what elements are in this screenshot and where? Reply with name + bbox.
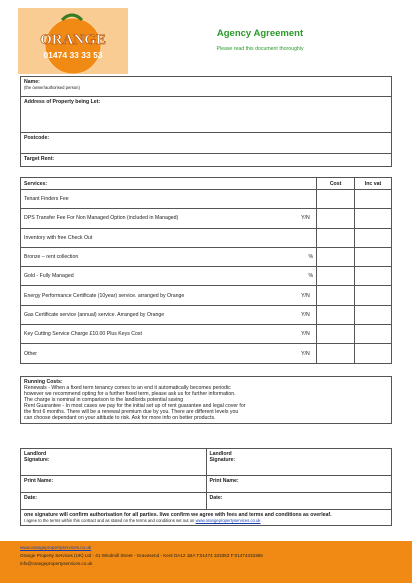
service-incvat-cell[interactable] xyxy=(355,305,392,324)
service-incvat-cell[interactable] xyxy=(355,228,392,247)
service-option-mark[interactable] xyxy=(295,228,317,247)
service-cost-cell[interactable] xyxy=(317,286,355,305)
name-label: Name: xyxy=(24,78,40,85)
name-row xyxy=(21,77,392,97)
services-table xyxy=(20,177,392,364)
terms-link[interactable]: www.orangepropertyservices.co.uk xyxy=(195,518,261,523)
service-name: Key Cutting Service Charge £10.00 Plus Keys Cost xyxy=(21,325,295,344)
service-cost-cell[interactable] xyxy=(317,247,355,266)
service-row xyxy=(21,209,392,228)
service-row xyxy=(21,190,392,209)
target-rent-label: Target Rent: xyxy=(24,155,55,162)
service-option-mark[interactable]: Y/N xyxy=(295,344,317,363)
date-label-2: Date: xyxy=(209,494,223,501)
page-title: Agency Agreement xyxy=(216,28,304,39)
footer xyxy=(0,541,412,583)
service-cost-cell[interactable] xyxy=(317,228,355,247)
service-cost-cell[interactable] xyxy=(317,305,355,324)
agreement-cell xyxy=(21,510,392,526)
service-option-mark[interactable]: Y/N xyxy=(295,286,317,305)
postcode-label: Postcode: xyxy=(24,134,50,141)
print-name-label-1: Print Name: xyxy=(24,477,54,484)
signatures-table xyxy=(20,448,392,526)
service-row xyxy=(21,267,392,286)
service-row xyxy=(21,228,392,247)
service-incvat-cell[interactable] xyxy=(355,286,392,305)
service-incvat-cell[interactable] xyxy=(355,325,392,344)
footer-email[interactable]: info@orangepropertyservices.co.uk xyxy=(20,561,93,566)
name-cell[interactable] xyxy=(21,77,392,97)
service-incvat-cell[interactable] xyxy=(355,209,392,228)
running-costs-line-6: can choose dependant on your attitude to risk. Ask for more info on better products. xyxy=(24,415,216,421)
print-name-row xyxy=(21,476,392,493)
date-row xyxy=(21,493,392,510)
service-name: Energy Performance Certificate (10year) service. arranged by Orange xyxy=(21,286,295,305)
service-row xyxy=(21,286,392,305)
service-option-mark[interactable]: Y/N xyxy=(295,305,317,324)
services-header-row xyxy=(21,178,392,190)
service-name: DPS Transfer Fee For Non Managed Option (included in Managed) xyxy=(21,209,295,228)
date-cell-2[interactable] xyxy=(206,493,392,510)
running-costs-line-5: the first 6 months. There will be a renewal premium due by you. There are different levels you xyxy=(24,409,239,415)
service-option-mark[interactable]: % xyxy=(295,267,317,286)
cost-header: Cost xyxy=(317,178,355,190)
name-hint: (the owner/authorised person) xyxy=(24,84,80,90)
service-row xyxy=(21,344,392,363)
service-name: Gas Certificate service (annual) service. Arranged by Orange xyxy=(21,305,295,324)
signature-row xyxy=(21,449,392,476)
running-costs-line-1: Renewals - When a fixed term tenancy comes to an end it automatically becomes periodic xyxy=(24,385,231,391)
running-costs-cell xyxy=(21,377,392,424)
service-cost-cell[interactable] xyxy=(317,190,355,209)
service-option-mark[interactable]: Y/N xyxy=(295,209,317,228)
service-rows xyxy=(21,190,392,364)
confirm-text: one signature will confirm authorisation for all parties. I/we confirm we agree with fees and terms and conditions as overleaf. xyxy=(24,512,332,518)
service-name: Tenant Finders Fee xyxy=(21,190,295,209)
running-costs-table xyxy=(20,376,392,424)
service-incvat-cell[interactable] xyxy=(355,344,392,363)
agreement-row xyxy=(21,510,392,526)
service-incvat-cell[interactable] xyxy=(355,267,392,286)
postcode-row xyxy=(21,133,392,154)
service-name: Inventory with free Check Out xyxy=(21,228,295,247)
service-option-mark[interactable]: Y/N xyxy=(295,325,317,344)
service-row xyxy=(21,247,392,266)
service-name: Bronze – rent collection xyxy=(21,247,295,266)
incvat-header: Inc vat xyxy=(355,178,392,190)
address-cell[interactable] xyxy=(21,97,392,133)
date-cell-1[interactable] xyxy=(21,493,207,510)
services-header-spacer xyxy=(295,178,317,190)
print-name-cell-2[interactable] xyxy=(206,476,392,493)
landlord-signature-cell-2[interactable] xyxy=(206,449,392,476)
print-name-label-2: Print Name: xyxy=(209,477,239,484)
logo-brand-text: ORANGE xyxy=(40,32,106,48)
footer-address: Orange Property Services (UK) Ltd - 41 Windmill Street - Gravesend - Kent DA12 1BA T:01474 333353 F:01474333365 xyxy=(20,553,263,558)
logo-phone-text: 01474 33 33 53 xyxy=(43,50,103,60)
service-row xyxy=(21,305,392,324)
service-cost-cell[interactable] xyxy=(317,267,355,286)
details-table xyxy=(20,76,392,167)
signature-label-1: Signature: xyxy=(24,456,50,463)
service-option-mark[interactable]: % xyxy=(295,247,317,266)
footer-website-link[interactable]: www.orangepropertyservices.co.uk xyxy=(20,545,92,550)
date-label-1: Date: xyxy=(24,494,37,501)
service-incvat-cell[interactable] xyxy=(355,190,392,209)
target-rent-row xyxy=(21,154,392,167)
service-row xyxy=(21,325,392,344)
running-costs-line-3: The charge is nominal in comparison to the landlords potential saving xyxy=(24,397,184,403)
print-name-cell-1[interactable] xyxy=(21,476,207,493)
service-option-mark[interactable] xyxy=(295,190,317,209)
service-cost-cell[interactable] xyxy=(317,209,355,228)
running-costs-label: Running Costs: xyxy=(24,379,63,385)
signature-label-2: Signature: xyxy=(209,456,236,463)
page-subtitle: Please read this document thoroughly xyxy=(216,46,304,52)
target-rent-cell[interactable] xyxy=(21,154,392,167)
orange-logo xyxy=(18,8,128,74)
service-name: Gold - Fully Managed xyxy=(21,267,295,286)
terms-text xyxy=(24,518,388,523)
landlord-label-2: Landlord xyxy=(209,450,232,457)
running-costs-line-2: however we recommend opting for a further fixed term, please ask us for further information. xyxy=(24,391,236,397)
landlord-label-1: Landlord xyxy=(24,450,47,457)
service-incvat-cell[interactable] xyxy=(355,247,392,266)
service-cost-cell[interactable] xyxy=(317,325,355,344)
terms-prefix: I agree to the terms within this contract and as stated on the terms and conditions set out on xyxy=(24,518,195,523)
service-name: Other xyxy=(21,344,295,363)
address-row xyxy=(21,97,392,133)
landlord-signature-cell-1[interactable] xyxy=(21,449,207,476)
address-label: Address of Property being Let: xyxy=(24,98,101,105)
postcode-cell[interactable] xyxy=(21,133,392,154)
running-costs-line-4: Rent Guarantee - In most cases we pay for the initial set up of rent guarantee and legal cover for xyxy=(24,403,246,409)
service-cost-cell[interactable] xyxy=(317,344,355,363)
services-header-label: Services: xyxy=(21,178,295,190)
